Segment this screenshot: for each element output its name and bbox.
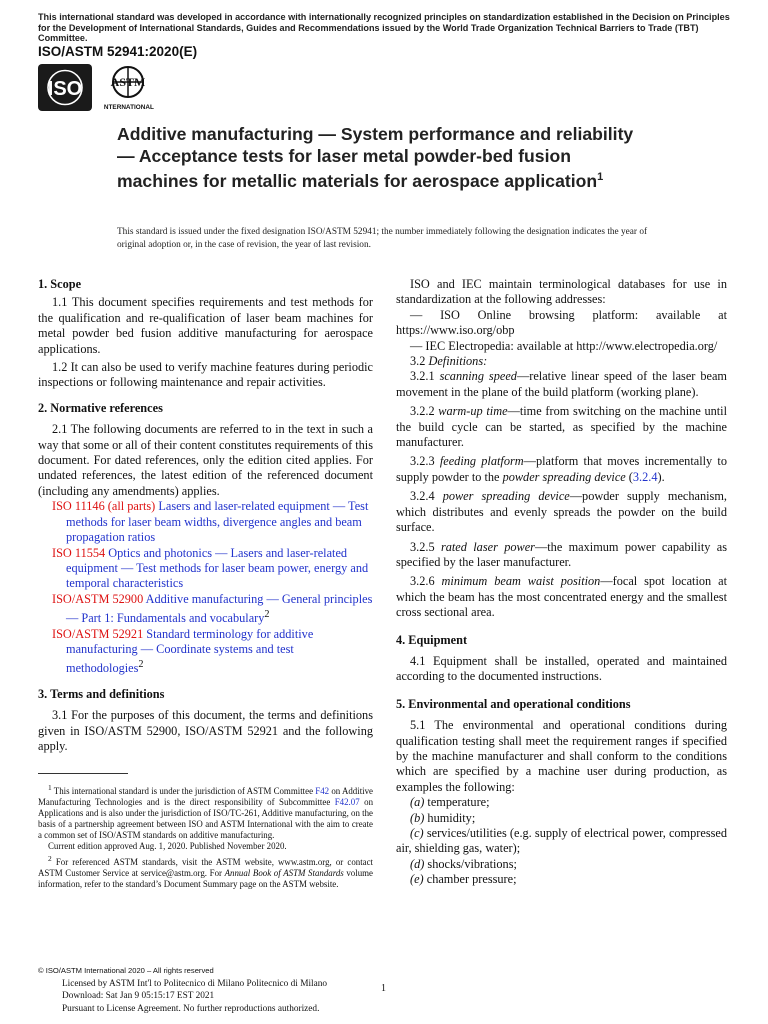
condition-item: (b) humidity; [410,810,476,825]
footnotes [38,782,373,890]
definition-item: 3.2.6 minimum beam waist position—focal spot location at which the beam has the most concentrated energy and the smallest cross sectional area. [396,574,727,620]
reference-list [52,499,373,677]
para-1-1: 1.1 This document specifies requirements and test methods for the qualification and re-qualification of laser beam machines for metal powder bed fusion additive manufacturing for aerospace applications. [38,295,373,356]
reference-item[interactable] [52,592,373,627]
reference-code[interactable]: ISO 11146 (all parts) [52,499,156,514]
page-number: 1 [381,983,386,994]
condition-item: (d) shocks/vibrations; [410,856,517,871]
reference-code[interactable]: ISO 11554 [52,545,106,560]
footnote-2: $^2$ For referenced ASTM standards, visit the ASTM website, www.astm.org, or contact ASTM Customer Service at service@astm.org. For Annual Book of ASTM Standards volume information, refer to the standard’s Document Summary page on the ASTM website. [38,853,374,889]
definition-item: 3.2.2 warm-up time—time from switching on the machine until the build cycle can be started, as specified by the machine manufacturer. [396,404,728,450]
para-5-1: 5.1 The environmental and operational conditions during qualification testing shall meet the requirement ranges if specified by the machine manufacturer and shall conform to the conditions which are specified by a machine user during production, as examples the following: [396,718,727,794]
copyright-line: © ISO/ASTM International 2020 – All rights reserved [38,966,214,975]
agreement-line: Pursuant to License Agreement. No further reproductions authorized. [62,1003,320,1014]
reference-item[interactable] [52,546,373,592]
terminology-databases: ISO and IEC maintain terminological databases for use in standardization at the following addresses: [396,277,727,307]
license-block [62,978,327,1015]
reference-code[interactable]: ISO/ASTM 52900 [52,591,144,606]
designation: ISO/ASTM 52941:2020(E) [38,44,198,59]
section-5-heading: 5. Environmental and operational conditions [396,696,631,711]
reference-title[interactable]: Lasers and laser-related equipment — Test methods for laser beam widths, divergence angles and beam propagation ratios [66,499,369,545]
para-4-1: 4.1 Equipment shall be installed, operated and maintained according to the documented instructions. [396,653,727,684]
reference-item[interactable] [52,627,373,677]
footnote-1: $^1$ This international standard is under the jurisdiction of ASTM Committee F42 on Additive Manufacturing Technologies and is the direct responsibility of Subcommittee F42.07 on Applications and is also under the jurisdiction of ISO/TC-261, Additive manufacturing, on the basis of a partnership agreement between ISO and ASTM International with the aim to create a common set of ISO/ASTM standards on additive manufacturing. [38,783,373,841]
definition-item: 3.2.3 feeding platform—platform that moves incrementally to supply powder to the powder spreading device (3.2.4). [396,454,727,484]
document-title [117,124,637,192]
reference-title[interactable]: Additive manufacturing — General principles — Part 1: Fundamentals and vocabulary [66,591,373,626]
para-1-2: 1.2 It can also be used to verify machine features during periodic inspections or following maintenance and repair activities. [38,360,373,390]
svg-text:ASTM: ASTM [110,75,146,89]
standard-note: This standard is issued under the fixed designation ISO/ASTM 52941; the number immediately following the designation indicates the year of original adoption or, in the case of revision, the year of last revision. [117,227,648,250]
para-3-1: 3.1 For the purposes of this document, the terms and definitions given in ISO/ASTM 52900, ISO/ASTM 52921 and the following apply. [38,708,373,754]
definition-item: 3.2.4 power spreading device—powder supply mechanism, which distributes and evenly spreads the powder on the build surface. [396,489,727,535]
condition-item: (e) chamber pressure; [410,872,517,887]
license-line: Licensed by ASTM Int'l to Politecnico di Milano Politecnico di Milano [62,979,328,989]
subcommittee-link[interactable]: F42.07 [334,797,360,808]
iso-obp-address[interactable]: — ISO Online browsing platform: available at https://www.iso.org/obp [396,307,727,338]
condition-item: (c) services/utilities (e.g. supply of electrical power, compressed air, shielding gas, water); [396,826,727,856]
approval-note: Current edition approved Aug. 1, 2020. Published November 2020. [48,841,287,852]
section-4-heading: 4. Equipment [396,632,468,647]
title-text: Additive manufacturing — System performance and reliability — Acceptance tests for laser metal powder-bed fusion machines for metallic materials for aerospace application [117,124,634,191]
committee-link[interactable]: F42 [315,785,330,796]
reference-footnote-mark: 2 [264,609,270,621]
para-2-1: 2.1 The following documents are referred to in the text in such a way that some or all of their content constitutes requirements of this document. For dated references, only the edition cited applies. For undated references, the latest edition of the referenced document (including any amendments) applies. [38,422,374,498]
reference-footnote-mark: 2 [138,659,144,671]
definition-item: 3.2.5 rated laser power—the maximum power capability as specified by the laser manufacturer. [396,539,727,569]
section-3-heading: 3. Terms and definitions [38,686,165,701]
para-3-2: 3.2 Definitions: [410,354,488,369]
download-line: Download: Sat Jan 9 05:15:17 EST 2021 [62,991,215,1002]
astm-logo [104,62,156,112]
iso-logo [38,64,92,111]
title-footnote-mark: 1 [597,171,604,183]
svg-text:INTERNATIONAL: INTERNATIONAL [104,104,154,111]
definition-item: 3.2.1 scanning speed—relative linear speed of the laser beam movement in the plane of the build platform (working plane). [396,369,727,399]
right-column [396,277,727,888]
reference-item[interactable] [52,499,373,545]
iec-electropedia-address[interactable]: — IEC Electropedia: available at http://www.electropedia.org/ [410,338,718,353]
section-1-heading: 1. Scope [38,277,82,291]
definition-crossref-link[interactable]: 3.2.4 [632,469,658,484]
wto-banner: This international standard was developed in accordance with internationally recognized principles on standardization established in the Decision on Principles for the Development of International Standards, Guides and Recommendations issued by the World Trade Organization Technical Barriers to Trade (TBT) Committee. [38,12,730,43]
conditions-list [396,795,727,887]
reference-title[interactable]: Standard terminology for additive manufacturing — Coordinate systems and test methodologies [66,626,314,676]
left-column [38,277,373,755]
svg-text:ISO: ISO [47,78,83,100]
footnote-divider [38,773,128,774]
section-2-heading: 2. Normative references [38,400,163,415]
reference-title[interactable]: Optics and photonics — Lasers and laser-related equipment — Test methods for laser beam power, energy and temporal characteristics [66,545,369,591]
condition-item: (a) temperature; [410,795,490,810]
reference-code[interactable]: ISO/ASTM 52921 [52,626,144,641]
